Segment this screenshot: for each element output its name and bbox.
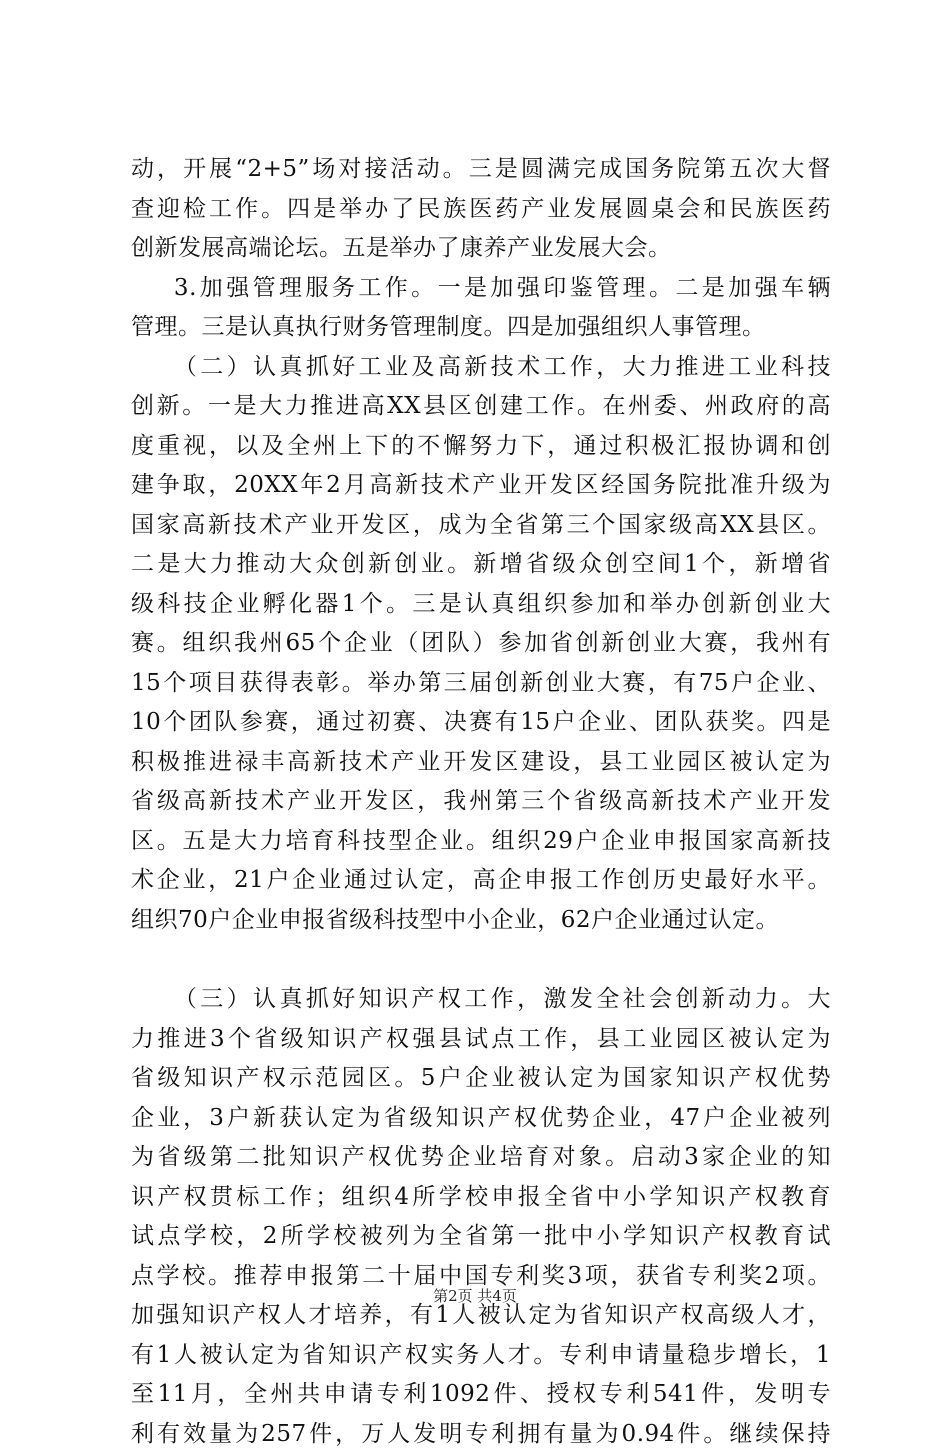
text-line: 省级知识产权示范园区。5户企业被认定为国家知识产权优势: [131, 1059, 831, 1099]
text-line: 点学校。推荐申报第二十届中国专利奖3项，获省专利奖2项。: [131, 1257, 831, 1297]
text-line: 积极推进禄丰高新技术产业开发区建设，县工业园区被认定为: [131, 743, 831, 783]
text-line: 查迎检工作。四是举办了民族医药产业发展圆桌会和民族医药: [131, 190, 831, 230]
text-line: 度重视，以及全州上下的不懈努力下，通过积极汇报协调和创: [131, 427, 831, 467]
text-line: 级科技企业孵化器1个。三是认真组织参加和举办创新创业大: [131, 585, 831, 625]
text-line: 术企业，21户企业通过认定，高企申报工作创历史最好水平。: [131, 861, 831, 901]
text-block-2: [131, 980, 831, 1454]
page-footer: 第2页 共4页: [0, 1285, 950, 1306]
text-line: 加强知识产权人才培养，有1人被认定为省知识产权高级人才，: [131, 1296, 831, 1336]
text-line: 企业，3户新获认定为省级知识产权优势企业，47户企业被列: [131, 1099, 831, 1139]
text-line: 至11月，全州共申请专利1092件、授权专利541件，发明专: [131, 1375, 831, 1415]
text-line: 创新发展高端论坛。五是举办了康养产业发展大会。: [131, 229, 831, 269]
text-line: 为省级第二批知识产权优势企业培育对象。启动3家企业的知: [131, 1138, 831, 1178]
text-line: 试点学校，2所学校被列为全省第一批中小学知识产权教育试: [131, 1217, 831, 1257]
text-line: 建争取，20XX年2月高新技术产业开发区经国务院批准升级为: [131, 466, 831, 506]
text-line: 力推进3个省级知识产权强县试点工作，县工业园区被认定为: [131, 1020, 831, 1060]
paragraph-gap: [131, 940, 831, 980]
text-line: 二是大力推动大众创新创业。新增省级众创空间1个，新增省: [131, 545, 831, 585]
text-line: 利有效量为257件，万人发明专利拥有量为0.94件。继续保持: [131, 1415, 831, 1454]
text-line: 赛。组织我州65个企业（团队）参加省创新创业大赛，我州有: [131, 624, 831, 664]
text-line: 国家高新技术产业开发区，成为全省第三个国家级高XX县区。: [131, 506, 831, 546]
text-line: 识产权贯标工作；组织4所学校申报全省中小学知识产权教育: [131, 1178, 831, 1218]
text-line: 管理。三是认真执行财务管理制度。四是加强组织人事管理。: [131, 308, 831, 348]
text-line: （二）认真抓好工业及高新技术工作，大力推进工业科技: [131, 348, 831, 388]
text-line: 动，开展“2+5”场对接活动。三是圆满完成国务院第五次大督: [131, 150, 831, 190]
text-line: 创新。一是大力推进高XX县区创建工作。在州委、州政府的高: [131, 387, 831, 427]
text-line: 组织70户企业申报省级科技型中小企业，62户企业通过认定。: [131, 901, 831, 941]
text-block-1: [131, 150, 831, 940]
text-line: 3.加强管理服务工作。一是加强印鉴管理。二是加强车辆: [131, 269, 831, 309]
text-line: （三）认真抓好知识产权工作，激发全社会创新动力。大: [131, 980, 831, 1020]
text-line: 有1人被认定为省知识产权实务人才。专利申请量稳步增长，1: [131, 1336, 831, 1376]
text-line: 10个团队参赛，通过初赛、决赛有15户企业、团队获奖。四是: [131, 703, 831, 743]
text-line: 省级高新技术产业开发区，我州第三个省级高新技术产业开发: [131, 782, 831, 822]
document-body: [131, 150, 831, 1454]
text-line: 区。五是大力培育科技型企业。组织29户企业申报国家高新技: [131, 822, 831, 862]
text-line: 15个项目获得表彰。举办第三届创新创业大赛，有75户企业、: [131, 664, 831, 704]
